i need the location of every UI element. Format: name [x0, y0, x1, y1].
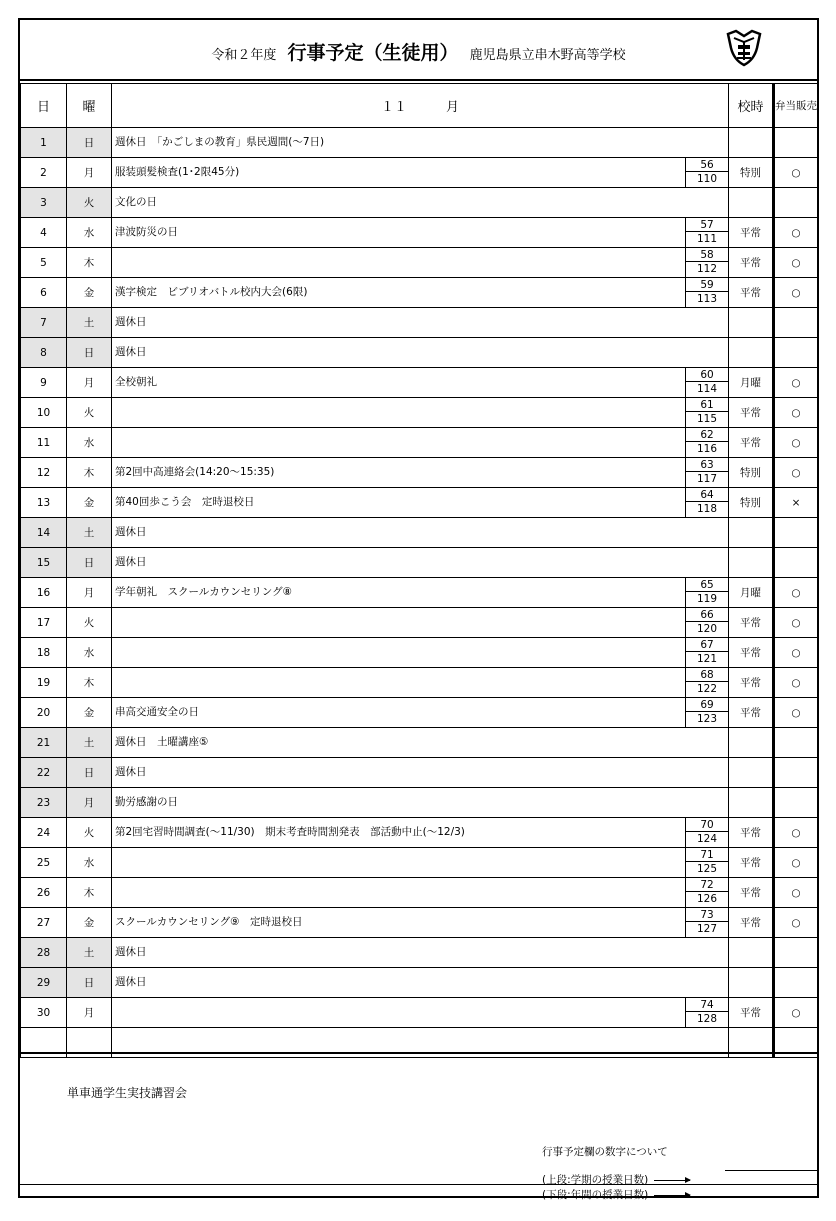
table-row: [21, 128, 818, 158]
row-schedule-type: 平常: [729, 998, 774, 1028]
row-day: 6: [21, 278, 67, 308]
row-day: 9: [21, 368, 67, 398]
row-event: [112, 188, 729, 218]
row-weekday: 水: [67, 848, 112, 878]
event-text: 週休日: [115, 316, 147, 328]
term-day-count: 59: [686, 278, 728, 292]
row-day: 18: [21, 638, 67, 668]
class-day-count: [685, 878, 728, 907]
table-row: [21, 968, 818, 998]
row-bento: [774, 338, 818, 368]
row-event: [112, 788, 729, 818]
row-bento: ○: [774, 668, 818, 698]
event-text: 週休日: [115, 766, 147, 778]
row-event: [112, 278, 729, 308]
event-text: 串高交通安全の日: [115, 706, 199, 718]
row-schedule-type: 月曜: [729, 368, 774, 398]
row-schedule-type: 特別: [729, 158, 774, 188]
row-day: 7: [21, 308, 67, 338]
row-schedule-type: 平常: [729, 908, 774, 938]
row-day: 1: [21, 128, 67, 158]
row-bento: ○: [774, 848, 818, 878]
table-row: [21, 938, 818, 968]
row-day: 25: [21, 848, 67, 878]
term-day-count: 67: [686, 638, 728, 652]
col-header-bento: 弁当販売: [774, 84, 818, 128]
year-day-count: 128: [696, 1013, 718, 1025]
row-event: [112, 608, 729, 638]
row-schedule-type: 平常: [729, 848, 774, 878]
row-bento: [774, 518, 818, 548]
row-schedule-type: [729, 188, 774, 218]
class-day-count: [685, 848, 728, 877]
row-event: [112, 908, 729, 938]
row-event: [112, 698, 729, 728]
table-row: [21, 368, 818, 398]
table-row: [21, 188, 818, 218]
row-weekday: 火: [67, 608, 112, 638]
year-day-count: 124: [696, 833, 718, 845]
row-schedule-type: 平常: [729, 248, 774, 278]
row-bento: [774, 128, 818, 158]
row-schedule-type: 平常: [729, 608, 774, 638]
class-day-count: [685, 398, 728, 427]
row-event: [112, 728, 729, 758]
term-day-count: 57: [686, 218, 728, 232]
class-day-count: [685, 818, 728, 847]
schedule-sheet: [18, 18, 819, 1201]
row-bento: [774, 938, 818, 968]
row-weekday: 土: [67, 938, 112, 968]
row-day: 30: [21, 998, 67, 1028]
table-row: [21, 158, 818, 188]
row-event: [112, 668, 729, 698]
row-day: 24: [21, 818, 67, 848]
class-day-count: [685, 158, 728, 187]
row-day: 27: [21, 908, 67, 938]
col-header-day: 日: [21, 84, 67, 128]
row-event: [112, 428, 729, 458]
year-day-count: 121: [696, 653, 718, 665]
legend-lower: [542, 1187, 690, 1202]
row-bento: [774, 758, 818, 788]
row-weekday: 水: [67, 218, 112, 248]
row-day: 10: [21, 398, 67, 428]
row-day: 22: [21, 758, 67, 788]
year-day-count: 125: [696, 863, 718, 875]
row-bento: ○: [774, 818, 818, 848]
row-bento: ○: [774, 578, 818, 608]
row-day: 16: [21, 578, 67, 608]
event-text: 週休日: [115, 946, 147, 958]
row-weekday: 木: [67, 668, 112, 698]
row-bento: ○: [774, 698, 818, 728]
event-text: 週休日 「かごしまの教育」県民週間(～7日): [115, 136, 325, 148]
class-day-count: [685, 908, 728, 937]
class-day-count: [685, 638, 728, 667]
class-day-count: [685, 458, 728, 487]
row-weekday: 木: [67, 248, 112, 278]
row-day: 12: [21, 458, 67, 488]
event-text: 週休日: [115, 346, 147, 358]
year-day-count: 112: [696, 263, 718, 275]
term-day-count: 66: [686, 608, 728, 622]
term-day-count: 64: [686, 488, 728, 502]
table-row: [21, 578, 818, 608]
row-weekday: 日: [67, 338, 112, 368]
row-day: 8: [21, 338, 67, 368]
table-row: [21, 908, 818, 938]
legend-upper-text: (上段:学期の授業日数): [542, 1174, 649, 1186]
row-bento: [774, 728, 818, 758]
col-header-weekday: 曜: [67, 84, 112, 128]
row-weekday: 金: [67, 488, 112, 518]
row-weekday: 水: [67, 638, 112, 668]
school-crest-icon: [724, 28, 764, 68]
table-row: [21, 668, 818, 698]
row-weekday: 土: [67, 308, 112, 338]
row-bento: [774, 308, 818, 338]
notes-area: [20, 1052, 817, 1201]
year-day-count: 116: [696, 443, 718, 455]
table-row: [21, 398, 818, 428]
term-day-count: 65: [686, 578, 728, 592]
year-day-count: 122: [696, 683, 718, 695]
class-day-count: [685, 428, 728, 457]
row-event: [112, 128, 729, 158]
sheet-header: [20, 20, 817, 81]
row-event: [112, 338, 729, 368]
row-event: [112, 368, 729, 398]
row-day: 2: [21, 158, 67, 188]
event-text: 第2回中高連絡会(14:20～15:35): [115, 466, 275, 478]
row-schedule-type: 平常: [729, 668, 774, 698]
row-day: 3: [21, 188, 67, 218]
event-text: 第2回宅習時間調査(～11/30) 期末考査時間割発表 部活動中止(～12/3): [115, 826, 465, 838]
row-schedule-type: 平常: [729, 398, 774, 428]
row-event: [112, 458, 729, 488]
row-bento: ○: [774, 368, 818, 398]
table-row: [21, 248, 818, 278]
row-day: 23: [21, 788, 67, 818]
row-bento: ○: [774, 398, 818, 428]
page-title: 行事予定（生徒用）: [287, 42, 459, 64]
legend-rule: [725, 1170, 817, 1171]
term-day-count: 73: [686, 908, 728, 922]
table-row: [21, 338, 818, 368]
row-weekday: 火: [67, 398, 112, 428]
event-text: スクールカウンセリング⑨ 定時退校日: [115, 916, 303, 928]
row-schedule-type: 平常: [729, 638, 774, 668]
row-weekday: 木: [67, 878, 112, 908]
row-event: [112, 398, 729, 428]
class-day-count: [685, 218, 728, 247]
row-event: [112, 878, 729, 908]
row-weekday: 月: [67, 788, 112, 818]
row-weekday: 月: [67, 368, 112, 398]
row-bento: ○: [774, 608, 818, 638]
class-day-count: [685, 248, 728, 277]
event-text: 勤労感謝の日: [115, 796, 178, 808]
bottom-rule: [18, 1184, 819, 1185]
year-day-count: 117: [696, 473, 718, 485]
table-row: [21, 698, 818, 728]
term-day-count: 71: [686, 848, 728, 862]
class-day-count: [685, 998, 728, 1027]
table-row: [21, 488, 818, 518]
class-day-count: [685, 578, 728, 607]
year-day-count: 127: [696, 923, 718, 935]
class-day-count: [685, 668, 728, 697]
year-day-count: 120: [696, 623, 718, 635]
row-schedule-type: 平常: [729, 428, 774, 458]
table-row: [21, 848, 818, 878]
year-day-count: 110: [696, 173, 718, 185]
row-event: [112, 308, 729, 338]
row-day: 20: [21, 698, 67, 728]
row-weekday: 月: [67, 158, 112, 188]
row-day: 4: [21, 218, 67, 248]
row-event: [112, 818, 729, 848]
class-day-count: [685, 608, 728, 637]
year-day-count: 119: [696, 593, 718, 605]
table-row: [21, 548, 818, 578]
event-text: 週休日 土曜講座⑤: [115, 736, 209, 748]
row-bento: ×: [774, 488, 818, 518]
row-event: [112, 638, 729, 668]
row-bento: ○: [774, 158, 818, 188]
row-schedule-type: [729, 938, 774, 968]
row-weekday: 金: [67, 698, 112, 728]
row-weekday: 木: [67, 458, 112, 488]
legend-title: 行事予定欄の数字について: [542, 1146, 668, 1158]
row-day: 21: [21, 728, 67, 758]
term-day-count: 62: [686, 428, 728, 442]
row-schedule-type: [729, 518, 774, 548]
row-schedule-type: [729, 548, 774, 578]
row-day: 11: [21, 428, 67, 458]
seminar-note: 単車通学生実技講習会: [67, 1086, 188, 1100]
row-event: [112, 968, 729, 998]
col-header-month: １１ 月: [112, 84, 729, 128]
term-day-count: 60: [686, 368, 728, 382]
row-bento: [774, 788, 818, 818]
row-day: 14: [21, 518, 67, 548]
event-text: 服装頭髪検査(1･2限45分): [115, 166, 240, 178]
table-row: [21, 608, 818, 638]
title-line: [20, 38, 817, 65]
row-bento: ○: [774, 998, 818, 1028]
table-row: [21, 518, 818, 548]
row-bento: ○: [774, 428, 818, 458]
row-bento: ○: [774, 908, 818, 938]
row-bento: ○: [774, 278, 818, 308]
schedule-table: [20, 83, 818, 1058]
row-schedule-type: [729, 758, 774, 788]
row-bento: [774, 548, 818, 578]
year-day-count: 111: [696, 233, 718, 245]
row-schedule-type: [729, 308, 774, 338]
row-weekday: 日: [67, 548, 112, 578]
event-text: 第40回歩こう会 定時退校日: [115, 496, 255, 508]
arrow-right-icon: [654, 1180, 690, 1181]
table-row: [21, 818, 818, 848]
term-day-count: 58: [686, 248, 728, 262]
row-weekday: 日: [67, 968, 112, 998]
row-day: 15: [21, 548, 67, 578]
row-day: 19: [21, 668, 67, 698]
table-row: [21, 428, 818, 458]
row-schedule-type: 平常: [729, 698, 774, 728]
row-day: 26: [21, 878, 67, 908]
term-day-count: 63: [686, 458, 728, 472]
row-event: [112, 248, 729, 278]
table-row: [21, 278, 818, 308]
term-day-count: 70: [686, 818, 728, 832]
event-text: 文化の日: [115, 196, 157, 208]
event-text: 漢字検定 ビブリオバトル校内大会(6限): [115, 286, 308, 298]
term-day-count: 61: [686, 398, 728, 412]
event-text: 全校朝礼: [115, 376, 157, 388]
table-row: [21, 728, 818, 758]
row-day: 13: [21, 488, 67, 518]
row-day: 29: [21, 968, 67, 998]
year-day-count: 126: [696, 893, 718, 905]
table-row: [21, 758, 818, 788]
event-text: 週休日: [115, 526, 147, 538]
row-event: [112, 218, 729, 248]
row-schedule-type: [729, 728, 774, 758]
row-schedule-type: [729, 968, 774, 998]
row-event: [112, 518, 729, 548]
row-schedule-type: 平常: [729, 278, 774, 308]
year-day-count: 113: [696, 293, 718, 305]
row-bento: ○: [774, 218, 818, 248]
row-event: [112, 548, 729, 578]
row-schedule-type: 平常: [729, 878, 774, 908]
row-event: [112, 488, 729, 518]
row-bento: ○: [774, 458, 818, 488]
table-row: [21, 998, 818, 1028]
class-day-count: [685, 278, 728, 307]
term-day-count: 72: [686, 878, 728, 892]
row-schedule-type: 平常: [729, 818, 774, 848]
row-schedule-type: [729, 128, 774, 158]
row-day: 28: [21, 938, 67, 968]
row-day: 5: [21, 248, 67, 278]
table-row: [21, 458, 818, 488]
row-event: [112, 848, 729, 878]
year-day-count: 118: [696, 503, 718, 515]
row-weekday: 火: [67, 188, 112, 218]
table-row: [21, 218, 818, 248]
row-bento: [774, 968, 818, 998]
school-name: 鹿児島県立串木野高等学校: [469, 48, 626, 63]
row-bento: ○: [774, 248, 818, 278]
row-weekday: 土: [67, 728, 112, 758]
table-row: [21, 308, 818, 338]
event-text: 津波防災の日: [115, 226, 178, 238]
term-day-count: 69: [686, 698, 728, 712]
class-day-count: [685, 488, 728, 517]
arrow-right-icon: [654, 1195, 690, 1196]
term-day-count: 56: [686, 158, 728, 172]
row-schedule-type: 特別: [729, 458, 774, 488]
legend-lower-text: (下段:年間の授業日数): [542, 1189, 649, 1201]
era-label: 令和２年度: [211, 48, 277, 63]
row-weekday: 日: [67, 758, 112, 788]
row-weekday: 火: [67, 818, 112, 848]
row-event: [112, 578, 729, 608]
row-event: [112, 158, 729, 188]
row-schedule-type: [729, 788, 774, 818]
row-bento: ○: [774, 878, 818, 908]
row-schedule-type: [729, 338, 774, 368]
table-header-row: [21, 84, 818, 128]
class-day-count: [685, 698, 728, 727]
class-day-count: [685, 368, 728, 397]
row-schedule-type: 月曜: [729, 578, 774, 608]
year-day-count: 114: [696, 383, 718, 395]
term-day-count: 68: [686, 668, 728, 682]
table-row: [21, 638, 818, 668]
event-text: 学年朝礼 スクールカウンセリング⑧: [115, 586, 292, 598]
row-bento: ○: [774, 638, 818, 668]
row-weekday: 土: [67, 518, 112, 548]
row-schedule-type: 特別: [729, 488, 774, 518]
row-schedule-type: 平常: [729, 218, 774, 248]
event-text: 週休日: [115, 976, 147, 988]
term-day-count: 74: [686, 998, 728, 1012]
row-weekday: 月: [67, 578, 112, 608]
row-weekday: 金: [67, 908, 112, 938]
row-event: [112, 938, 729, 968]
table-row: [21, 878, 818, 908]
row-weekday: 月: [67, 998, 112, 1028]
table-row: [21, 788, 818, 818]
row-event: [112, 758, 729, 788]
row-bento: [774, 188, 818, 218]
row-day: 17: [21, 608, 67, 638]
event-text: 週休日: [115, 556, 147, 568]
row-weekday: 水: [67, 428, 112, 458]
year-day-count: 123: [696, 713, 718, 725]
row-weekday: 日: [67, 128, 112, 158]
row-event: [112, 998, 729, 1028]
col-header-schedule-type: 校時: [729, 84, 774, 128]
row-weekday: 金: [67, 278, 112, 308]
year-day-count: 115: [696, 413, 718, 425]
